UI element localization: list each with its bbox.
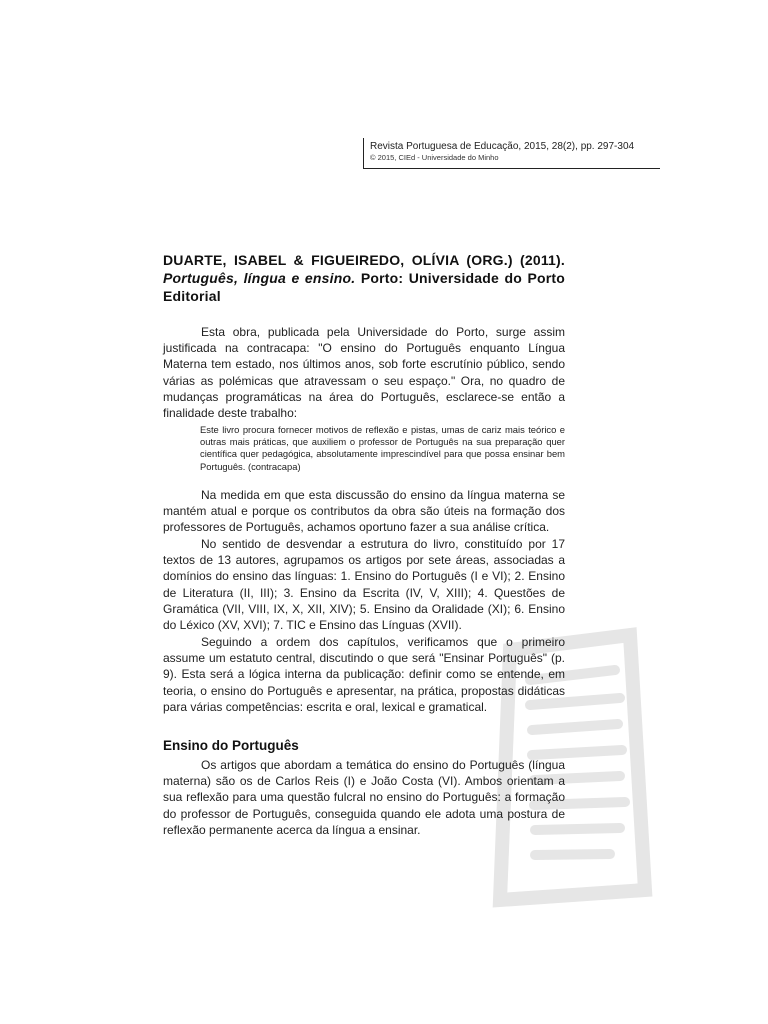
paragraph-intro: Esta obra, publicada pela Universidade do Porto, surge assim justificada na contracapa: "O ensino do Português enquanto Língua Materna tem estado, nos últimos anos, sob forte escrutínio público, sendo várias as polémicas que atravessam o seu espaço." Ora, no quadro de mudanças programáticas na área do Português, esclarece-se então a finalidade deste trabalho:: [163, 325, 565, 421]
section-heading: Ensino do Português: [163, 738, 299, 753]
paragraph-2: Na medida em que esta discussão do ensino da língua materna se mantém atual e porque os contributos da obra são úteis na formação dos professores de Português, achamos oportuno fazer a sua análise crítica.: [163, 488, 565, 535]
journal-header: [363, 138, 660, 169]
paragraph-5: Os artigos que abordam a temática do ensino do Português (língua materna) são os de Carlos Reis (I) e João Costa (VI). Ambos orientam a sua reflexão para uma questão fulcral no ensino do Português: a formação do professor de Português, conseguida quando ele adota uma postura de reflexão permanente acerca da língua a ensinar.: [163, 758, 565, 837]
journal-citation: Revista Portuguesa de Educação, 2015, 28(2), pp. 297-304: [370, 141, 635, 152]
book-publisher: Porto: Universidade do Porto Editorial: [163, 270, 566, 304]
book-title: Português, língua e ensino.: [163, 270, 356, 286]
book-authors: DUARTE, ISABEL & FIGUEIREDO, OLÍVIA (ORG.) (2011).: [163, 252, 565, 268]
block-quote: Este livro procura fornecer motivos de reflexão e pistas, umas de cariz mais teórico e outras mais práticas, que auxiliem o professor de Português na sua preparação quer científica quer pedagógica, absolutamente imprescindível para que possa ensinar bem Português. (contracapa): [200, 424, 565, 472]
paragraph-4: Seguindo a ordem dos capítulos, verificamos que o primeiro assume um estatuto central, discutindo o que será "Ensinar Português" (p. 9). Esta será a lógica interna da publicação: definir como se entende, em teoria, o ensino do Português e apresentar, na prática, propostas didáticas para várias competências: escrita e oral, lexical e gramatical.: [163, 635, 565, 714]
copyright-notice: © 2015, CIEd - Universidade do Minho: [370, 153, 499, 162]
review-title: [163, 251, 565, 305]
paragraph-3: No sentido de desvendar a estrutura do livro, constituído por 17 textos de 13 autores, agrupamos os artigos por sete áreas, associadas a domínios do ensino das línguas: 1. Ensino do Português (I e VI); 2. Ensino de Literatura (II, III); 3. Ensino da Escrita (IV, V, XIII); 4. Questões de Gramática (VII, VIII, IX, X, XII, XIV); 5. Ensino da Oralidade (XI); 6. Ensino do Léxico (XV, XVI); 7. TIC e Ensino das Línguas (XVII).: [163, 537, 565, 633]
